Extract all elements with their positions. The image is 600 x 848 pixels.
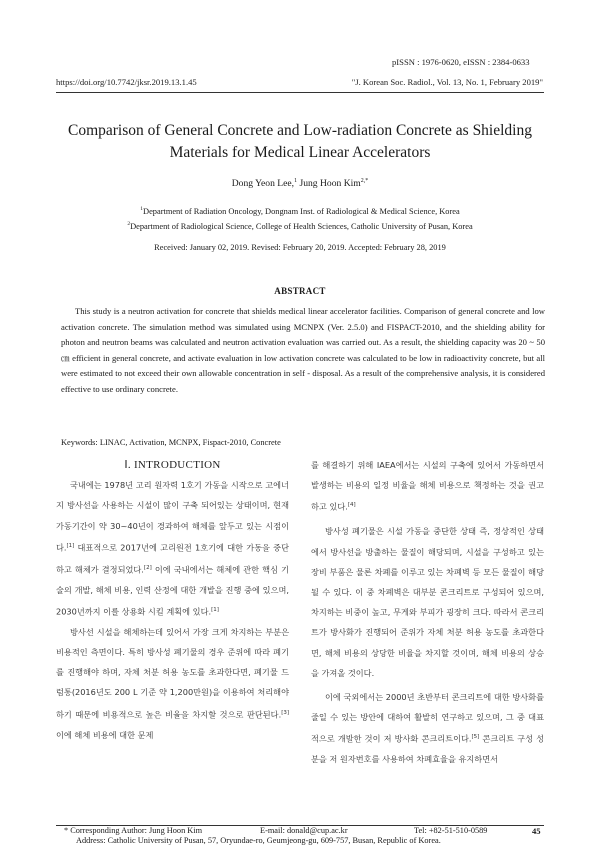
citation-ref: [1]: [66, 542, 75, 549]
citation-ref: [4]: [347, 502, 356, 509]
intro-p3-text: 를 해결하기 위해 IAEA에서는 시설의 구축에 있어서 가동하면서 발생하는 비용의 일정 비율을 해체 비용으로 책정하는 것을 권고하고 있다.: [311, 460, 544, 513]
body-column-right: [311, 455, 544, 770]
author-1: Dong Yeon Lee,: [231, 178, 295, 190]
submission-dates: Received: January 02, 2019. Revised: February 20, 2019. Accepted: February 28, 2019: [154, 243, 446, 252]
citation-ref: [3]: [281, 709, 289, 716]
intro-paragraph-3: 방사성 폐기물은 시설 가동을 중단한 상태 즉, 정상적인 상태에서 방사선을 방출하는 물질이 해당되며, 시설을 구성하고 있는 장비 부품은 물론 차폐를 이루고 있는 차폐벽 등 모든 물질이 해당될 수 있다. 이 중 차폐벽은 대부분 콘크리트로 구성되어 있으며, 차지하는 비중이 높고, 무게와 부피가 굉장히 크다. 따라서 콘크리트가 방사화가 진행되어 준위가 자체 처분 허용 농도를 초과한다면, 해체 비용의 상당한 비율을 차지할 것이며, 해체 비용의 상승을 가져올 것이다.: [311, 526, 544, 678]
intro-p2-part-a: 방사선 시설을 해체하는데 있어서 가장 크게 차지하는 부분은 비용적인 측면이다. 특히 방사성 폐기물의 경우 준위에 따라 폐기를 진행해야 하며, 자체 처분 허용 농도를 초과한다면, 폐기물 드럼통(2016년도 200 L 기준 약 1,200만원)을 이용하여 처리해야하기 때문에 비용적으로 높은 비율을 차지할 것으로 판단된다.: [56, 626, 289, 720]
intro-p1-part-b: 대표적으로 2017년에 고리원전 1호기에 대한 가동을 중단하고 해체가 결정되었다.: [56, 542, 289, 575]
title-line-2: Materials for Medical Linear Accelerators: [169, 144, 431, 161]
corresponding-email[interactable]: E-mail: donald@cup.ac.kr: [260, 826, 348, 835]
doi-link[interactable]: https://doi.org/10.7742/jksr.2019.13.1.45: [56, 77, 197, 87]
intro-p2-part-b: 이에 해체 비용에 대한 문제: [56, 729, 154, 740]
affiliation-2: [20, 221, 580, 231]
affiliation-2-text: Department of Radiological Science, College of Health Sciences, Catholic University of Pusan, Korea: [130, 221, 473, 231]
intro-paragraph-2: [56, 622, 289, 745]
intro-paragraph-4: [311, 687, 544, 770]
affiliation-2-mark: 2: [127, 221, 131, 227]
header-rule: [56, 92, 544, 93]
affiliation-1-mark: 1: [140, 206, 144, 212]
citation-ref: [1]: [211, 606, 219, 613]
section-heading-introduction: Ⅰ. INTRODUCTION: [124, 459, 221, 471]
intro-p5-part-a: 이에 국외에서는 2000년 초반부터 콘크리트에 대한 방사화를 줄일 수 있는 방안에 대하여 활발히 연구하고 있으며, 그 중 대표적으로 개발한 것이 저 방사화 콘크리트이다.: [311, 691, 544, 745]
citation-ref: [2]: [143, 564, 152, 571]
body-column-left: [56, 455, 289, 745]
author-1-affiliation-mark: 1: [294, 178, 298, 184]
intro-paragraph-2-continued: [311, 455, 544, 517]
abstract-heading: ABSTRACT: [274, 286, 326, 296]
intro-p1-part-c: 이에 국내에서는 해체에 관한 핵심 기술의 개발, 해체 비용, 인력 산정에 대한 개발을 진행 중에 있으며, 2030년까지 이를 상용화 시킬 계획에 있다.: [56, 564, 289, 617]
author-list: [0, 178, 600, 189]
corresponding-address: Address: Catholic University of Pusan, 57, Oryundae-ro, Geumjeong-gu, 609-757, Busan, Republic of Korea.: [76, 836, 441, 845]
issn-line: pISSN : 1976-0620, eISSN : 2384-0633: [392, 57, 530, 67]
affiliation-1: [20, 206, 580, 216]
intro-p1-part-a: 국내에는 1978년 고리 원자력 1호기 가동을 시작으로 고에너지 방사선을 사용하는 시설이 많이 구축 되어있는 상태이며, 현재 가동기간이 약 30~40년이 경과하여 해체를 앞두고 있는 시점이다.: [56, 480, 289, 553]
title-line-1: Comparison of General Concrete and Low-radiation Concrete as Shielding: [67, 122, 532, 139]
article-title: [40, 120, 560, 164]
affiliation-1-text: Department of Radiation Oncology, Dongnam Inst. of Radiological & Medical Science, Korea: [143, 206, 460, 216]
keywords: Keywords: LINAC, Activation, MCNPX, Fispact-2010, Concrete: [61, 438, 281, 447]
citation-ref: [5]: [471, 734, 480, 741]
page-number: 45: [532, 826, 541, 836]
author-2: Jung Hoon Kim: [297, 178, 361, 190]
intro-p5-part-b: 콘크리트 구성 성분을 저 원자번호를 사용하여 차폐효율을 유지하면서: [311, 734, 545, 765]
author-2-affiliation-mark: 2,*: [360, 178, 369, 184]
corresponding-tel: Tel: +82-51-510-0589: [414, 826, 488, 835]
corresponding-author: * Corresponding Author: Jung Hoon Kim: [64, 826, 203, 835]
journal-citation: "J. Korean Soc. Radiol., Vol. 13, No. 1, February 2019": [351, 77, 543, 87]
abstract-body: This study is a neutron activation for concrete that shields medical linear accelerator facilities. Comparison of general concrete and low activation concrete. The simulation method was simulated using MCNPX (Ver. 2.5.0) and FISPACT-2010, and the shielding ability for photon and neutron beams was calculated and neutron activation evaluation was carried out. As a result, the shielding capacity was 20 ~ 50 ㎝ efficient in general concrete, and activate evaluation in low activation concrete was calculated to be low in radioactivity concrete, but all were estimated to not exceed their own allowable concentration in self - disposal. As a result of the comprehensive analysis, it is considered effective to use ordinary concrete.: [61, 306, 545, 394]
intro-paragraph-1: [56, 475, 289, 622]
